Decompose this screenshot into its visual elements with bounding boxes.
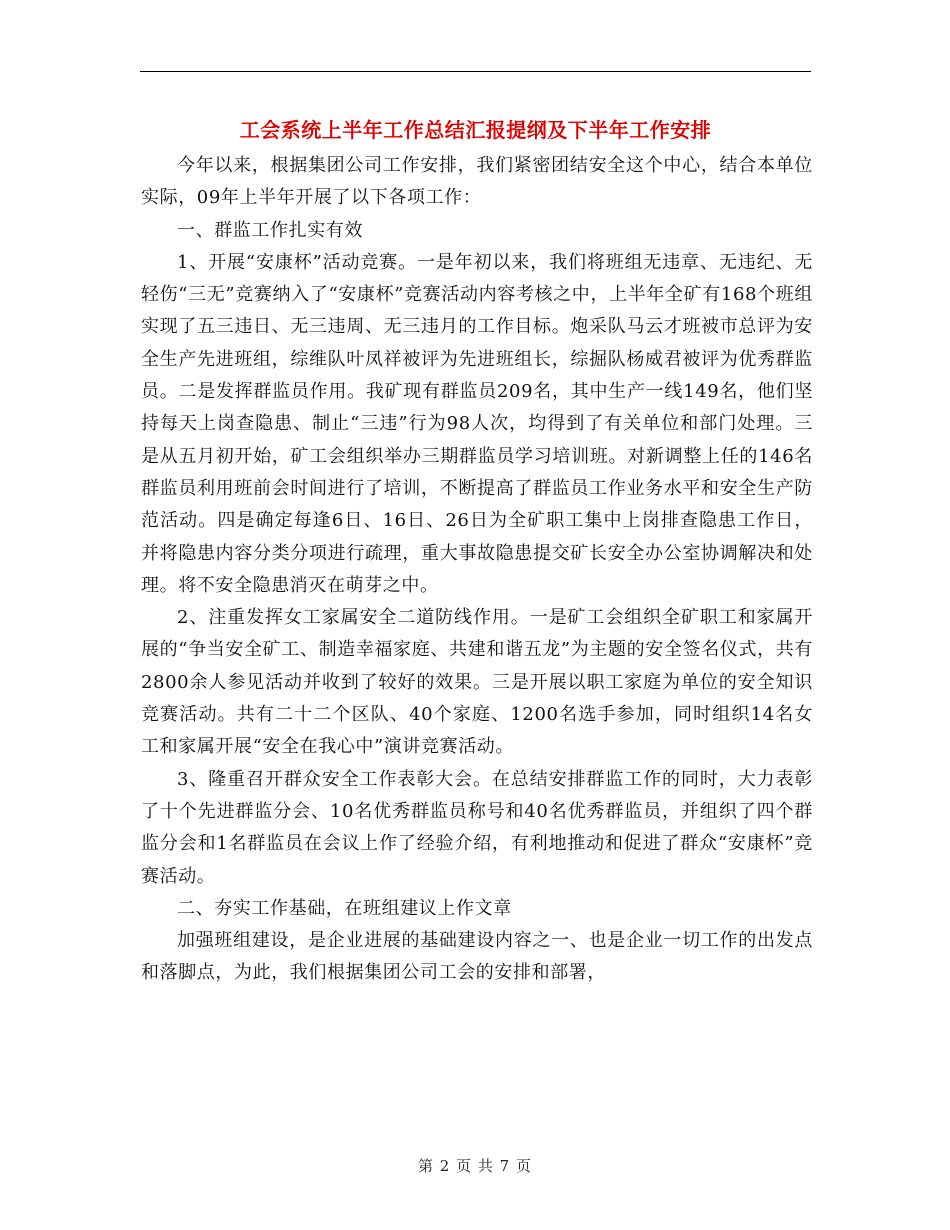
paragraph-family-safety: 2、注重发挥女工家属安全二道防线作用。一是矿工会组织全矿职工和家属开展的“争当安全矿工、制造幸福家庭、共建和谐五龙”为主题的安全签名仪式，共有2800余人参见活动并收到了较好的效果。三是开展以职工家庭为单位的安全知识竞赛活动。共有二十二个区队、40个家庭、1200名选手参加，同时组织14名女工和家属开展“安全在我心中”演讲竞赛活动。 — [141, 607, 813, 758]
document-body — [141, 150, 813, 990]
paragraph-anakang-competition: 1、开展“安康杯”活动竞赛。一是年初以来，我们将班组无违章、无违纪、无轻伤“三无”竞赛纳入了“安康杯”竞赛活动内容考核之中，上半年全矿有168个班组实现了五三违日、无三违周、无三违月的工作目标。炮采队马云才班被市总评为安全生产先进班组，综维队叶凤祥被评为先进班组长，综掘队杨威君被评为优秀群监员。二是发挥群监员作用。我矿现有群监员209名，其中生产一线149名，他们坚持每天上岗查隐患、制止“三违”行为98人次，均得到了有关单位和部门处理。三是从五月初开始，矿工会组织举办三期群监员学习培训班。对新调整上任的146名群监员利用班前会时间进行了培训，不断提高了群监员工作业务水平和安全生产防范活动。四是确定每逢6日、16日、26日为全矿职工集中上岗排查隐患工作日，并将隐患内容分类分项进行疏理，重大事故隐患提交矿长安全办公室协调解决和处理。将不安全隐患消灭在萌芽之中。 — [141, 251, 813, 596]
paragraph-team-building: 加强班组建设，是企业进展的基础建设内容之一、也是企业一切工作的出发点和落脚点，为此，我们根据集团公司工会的安排和部署， — [141, 930, 813, 984]
page-number: 第 2 页 共 7 页 — [418, 1157, 532, 1175]
header-rule — [140, 71, 811, 72]
intro-paragraph: 今年以来，根据集团公司工作安排，我们紧密团结安全这个中心，结合本单位实际，09年上半年开展了以下各项工作： — [141, 155, 813, 209]
paragraph-commendation-meeting: 3、隆重召开群众安全工作表彰大会。在总结安排群监工作的同时，大力表彰了十个先进群监分会、10名优秀群监员称号和40名优秀群监员，并组织了四个群监分会和1名群监员在会议上作了经验介绍，有利地推动和促进了群众“安康杯”竞赛活动。 — [141, 768, 813, 887]
document-title: 工会系统上半年工作总结汇报提纲及下半年工作安排 — [239, 118, 712, 142]
section-heading-2: 二、夯实工作基础，在班组建议上作文章 — [177, 897, 512, 919]
section-heading-1: 一、群监工作扎实有效 — [177, 219, 363, 241]
